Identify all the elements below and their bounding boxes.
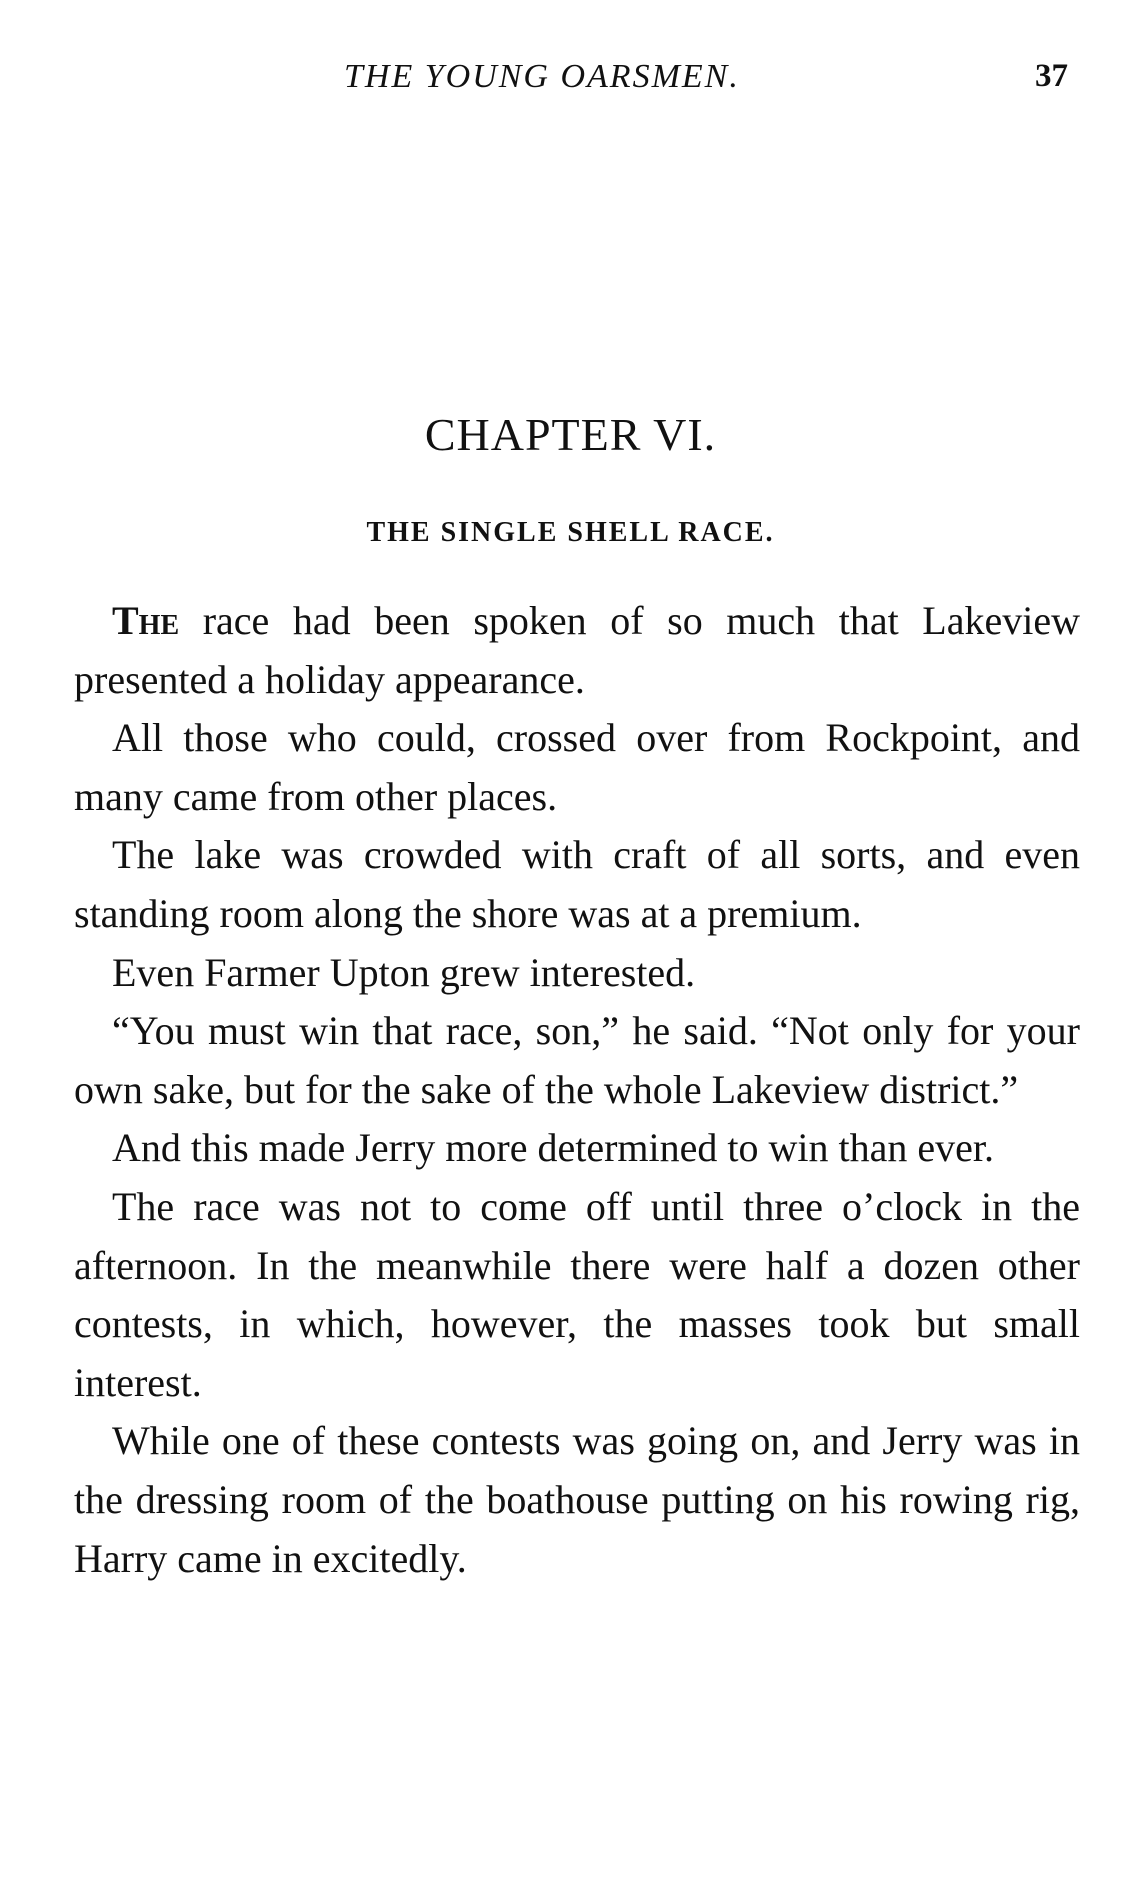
running-head <box>0 58 1141 108</box>
paragraph-7: The race was not to come off until three o’clock in the afternoon. In the meanwhile there were half a dozen other contests, in which, however, the masses took but small interest. <box>74 1183 1080 1405</box>
page-number: 37 <box>1035 58 1068 94</box>
paragraph-text: race had been spoken of so much that Lakeview presented a holiday appearance. <box>74 598 1080 702</box>
paragraph-4: Even Farmer Upton grew interested. <box>112 949 696 995</box>
paragraph-8: While one of these contests was going on, and Jerry was in the dressing room of the boathouse putting on his rowing rig, Harry came in excitedly. <box>74 1418 1080 1581</box>
chapter-heading: CHAPTER VI. <box>424 409 717 460</box>
body-text <box>74 592 1080 1588</box>
paragraph-3: The lake was crowded with craft of all sorts, and even standing room along the shore was at a premium. <box>74 832 1080 936</box>
paragraph-1 <box>74 592 1080 709</box>
running-title: THE YOUNG OARSMEN. <box>344 58 740 95</box>
drop-lead-word: The <box>112 598 180 643</box>
chapter-subtitle: THE SINGLE SHELL RACE. <box>366 517 775 548</box>
paragraph-6: And this made Jerry more determined to win than ever. <box>112 1125 994 1171</box>
paragraph-2: All those who could, crossed over from Rockpoint, and many came from other places. <box>74 715 1080 819</box>
paragraph-5: “You must win that race, son,” he said. “Not only for your own sake, but for the sake of the whole Lakeview district.” <box>74 1008 1080 1112</box>
